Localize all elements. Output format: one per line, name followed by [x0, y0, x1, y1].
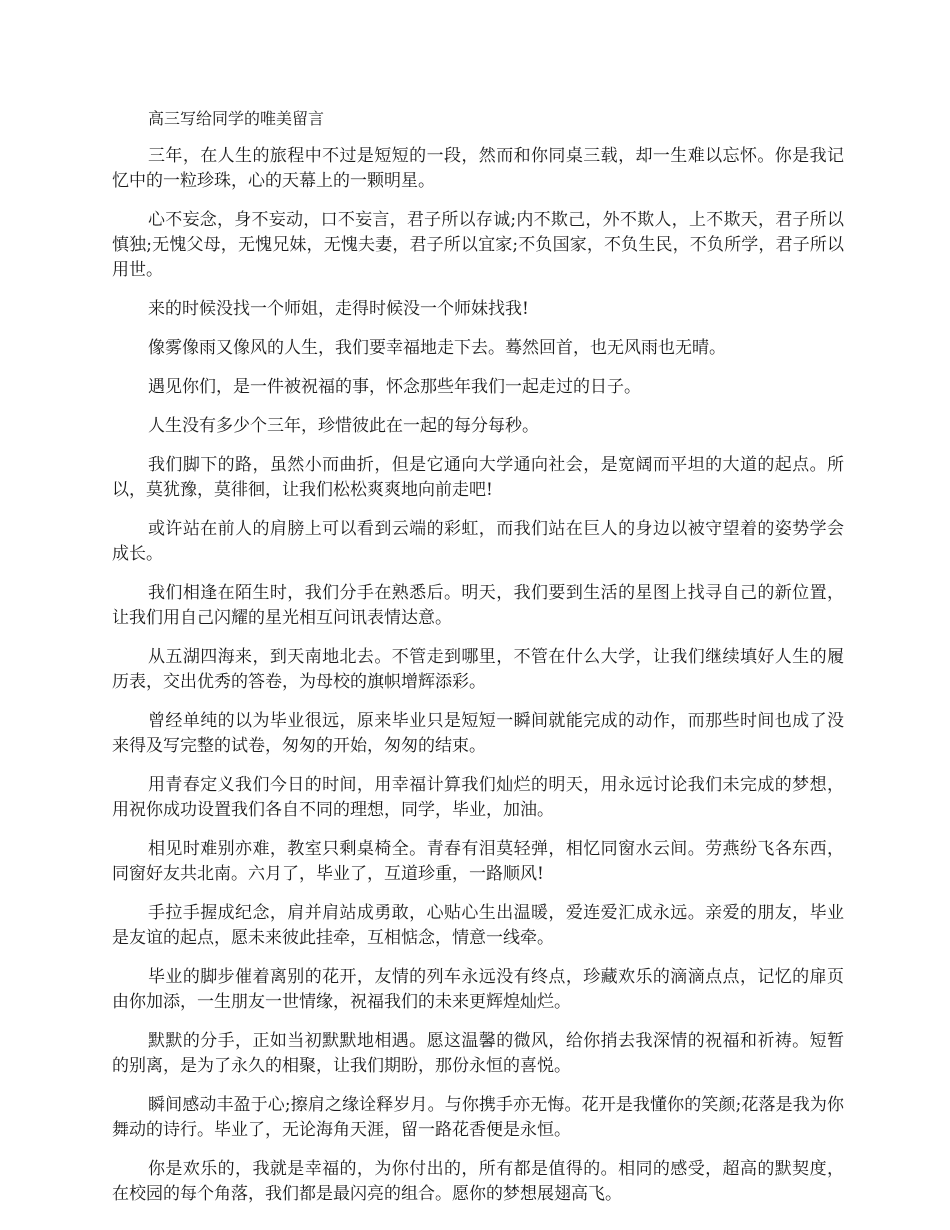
paragraph: 手拉手握成纪念，肩并肩站成勇敢，心贴心生出温暖，爱连爱汇成永远。亲爱的朋友，毕业是友谊的起点，愿未来彼此挂牵，互相惦念，情意一线牵。: [112, 903, 844, 948]
paragraph: 相见时难别亦难，教室只剩桌椅全。青春有泪莫轻弹，相忆同窗水云间。劳燕纷飞各东西，同窗好友共北南。六月了，毕业了，互道珍重，一路顺风!: [112, 839, 844, 884]
paragraph: 像雾像雨又像风的人生，我们要幸福地走下去。蓦然回首，也无风雨也无晴。: [148, 338, 726, 358]
paragraph: 瞬间感动丰盈于心;擦肩之缘诠释岁月。与你携手亦无悔。花开是我懂你的笑颜;花落是我为你舞动的诗行。毕业了，无论海角天涯，留一路花香便是永恒。: [112, 1095, 844, 1140]
paragraph: 我们脚下的路，虽然小而曲折，但是它通向大学通向社会，是宽阔而平坦的大道的起点。所以，莫犹豫，莫徘徊，让我们松松爽爽地向前走吧!: [112, 455, 844, 500]
paragraph: 曾经单纯的以为毕业很远，原来毕业只是短短一瞬间就能完成的动作，而那些时间也成了没来得及写完整的试卷，匆匆的开始，匆匆的结束。: [112, 711, 844, 756]
paragraph: 人生没有多少个三年，珍惜彼此在一起的每分每秒。: [148, 416, 539, 436]
document-title: 高三写给同学的唯美留言: [148, 109, 325, 128]
paragraph: 遇见你们，是一件被祝福的事，怀念那些年我们一起走过的日子。: [148, 377, 641, 397]
paragraph: 三年，在人生的旅程中不过是短短的一段，然而和你同桌三载，却一生难以忘怀。你是我记忆中的一粒珍珠，心的天幕上的一颗明星。: [112, 146, 844, 191]
paragraph: 或许站在前人的肩膀上可以看到云端的彩虹，而我们站在巨人的身边以被守望着的姿势学会成长。: [112, 519, 844, 564]
paragraph: 默默的分手，正如当初默默地相遇。愿这温馨的微风，给你捎去我深情的祝福和祈祷。短暂的别离，是为了永久的相聚，让我们期盼，那份永恒的喜悦。: [112, 1031, 844, 1076]
document-page: [112, 108, 844, 1221]
paragraph: 来的时候没找一个师姐，走得时候没一个师妹找我!: [148, 299, 529, 319]
paragraph: 心不妄念，身不妄动，口不妄言，君子所以存诚;内不欺己，外不欺人，上不欺天，君子所以慎独;无愧父母，无愧兄妹，无愧夫妻，君子所以宜家;不负国家，不负生民，不负所学，君子所以用世。: [112, 210, 844, 280]
paragraph: 你是欢乐的，我就是幸福的，为你付出的，所有都是值得的。相同的感受，超高的默契度，在校园的每个角落，我们都是最闪亮的组合。愿你的梦想展翅高飞。: [112, 1159, 844, 1204]
paragraph: 用青春定义我们今日的时间，用幸福计算我们灿烂的明天，用永远讨论我们未完成的梦想，用祝你成功设置我们各自不同的理想，同学，毕业，加油。: [112, 775, 844, 820]
paragraph: 我们相逢在陌生时，我们分手在熟悉后。明天，我们要到生活的星图上找寻自己的新位置，让我们用自己闪耀的星光相互问讯表情达意。: [112, 583, 844, 628]
paragraph: 从五湖四海来，到天南地北去。不管走到哪里，不管在什么大学，让我们继续填好人生的履历表，交出优秀的答卷，为母校的旗帜增辉添彩。: [112, 647, 844, 692]
paragraph: 毕业的脚步催着离别的花开，友情的列车永远没有终点，珍藏欢乐的滴滴点点，记忆的扉页由你加添，一生朋友一世情缘，祝福我们的未来更辉煌灿烂。: [112, 967, 844, 1012]
